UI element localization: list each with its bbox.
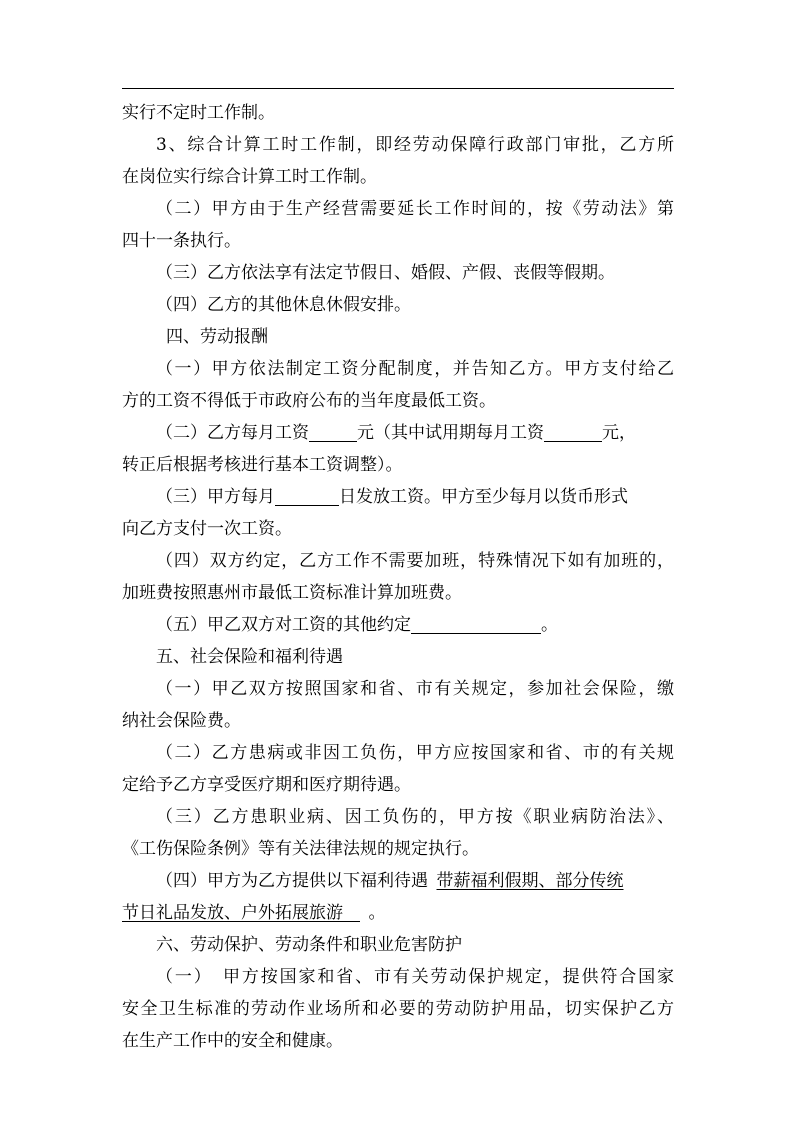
header-rule: [122, 88, 674, 89]
welfare-value-pad: [343, 903, 360, 923]
welfare-label: （四）甲方为乙方提供以下福利待遇: [156, 871, 428, 891]
text-line: 安全卫生标准的劳动作业场所和必要的劳动防护用品，切实保护乙方: [122, 999, 674, 1019]
text-line: 纳社会保险费。: [122, 711, 241, 731]
text-line: （一） 甲方按国家和省、市有关劳动保护规定，提供符合国家: [156, 967, 674, 987]
other-agreement-label: （五）甲乙双方对工资的其他约定: [156, 615, 411, 635]
text-line: （一）甲乙双方按照国家和省、市有关规定，参加社会保险，缴: [156, 679, 674, 699]
text-line: 向乙方支付一次工资。: [122, 519, 292, 539]
section-heading: 五、社会保险和福利待遇: [156, 647, 343, 667]
text-line: （四）乙方的其他休息休假安排。: [156, 295, 411, 315]
other-agreement-line: [156, 615, 716, 637]
welfare-value-cont: 节日礼品发放、户外拓展旅游: [122, 903, 343, 923]
text-line: 3、综合计算工时工作制，即经劳动保障行政部门审批，乙方所: [156, 135, 674, 155]
payday-label: （三）甲方每月: [156, 487, 275, 507]
text-line: （二）甲方由于生产经营需要延长工作时间的，按《劳动法》第: [156, 199, 674, 219]
text-line: 加班费按照惠州市最低工资标准计算加班费。: [122, 583, 462, 603]
payday-text: 日发放工资。甲方至少每月以货币形式: [339, 487, 628, 507]
text-line: 方的工资不得低于市政府公布的当年度最低工资。: [122, 391, 496, 411]
text-line: 转正后根据考核进行基本工资调整）。: [122, 455, 403, 475]
section-heading: 四、劳动报酬: [166, 327, 268, 347]
welfare-line-cont: [122, 903, 682, 925]
text-line: （二）乙方患病或非因工负伤，甲方应按国家和省、市的有关规: [156, 743, 674, 763]
text-line: 《工伤保险条例》等有关法律法规的规定执行。: [122, 839, 479, 859]
text-line: 定给予乙方享受医疗期和医疗期待遇。: [122, 775, 411, 795]
welfare-line: [156, 871, 716, 893]
text-line: （三）乙方患职业病、因工负伤的，甲方按《职业病防治法》、: [156, 807, 674, 827]
welfare-value: 带薪福利假期、部分传统: [436, 871, 624, 891]
payday-blank[interactable]: [275, 487, 339, 506]
salary-line: [156, 423, 716, 445]
text-line: （四）双方约定，乙方工作不需要加班，特殊情况下如有加班的，: [156, 551, 674, 571]
text-line: 在岗位实行综合计算工时工作制。: [122, 167, 377, 187]
section-heading: 六、劳动保护、劳动条件和职业危害防护: [156, 935, 462, 955]
period: 。: [368, 903, 386, 923]
text-line: 实行不定时工作制。: [122, 103, 275, 123]
text-line: 在生产工作中的安全和健康。: [122, 1031, 343, 1051]
probation-salary-label: 元（其中试用期每月工资: [357, 423, 544, 443]
salary-unit: 元，: [602, 423, 636, 443]
other-agreement-blank[interactable]: [411, 615, 541, 634]
probation-salary-blank[interactable]: [544, 423, 602, 442]
text-line: 四十一条执行。: [122, 231, 241, 251]
monthly-salary-blank[interactable]: [309, 423, 357, 442]
payday-line: [156, 487, 716, 509]
salary-label: （二）乙方每月工资: [156, 423, 309, 443]
text-line: （三）乙方依法享有法定节假日、婚假、产假、丧假等假期。: [156, 263, 615, 283]
period: 。: [541, 615, 558, 635]
text-line: （一）甲方依法制定工资分配制度，并告知乙方。甲方支付给乙: [156, 359, 674, 379]
